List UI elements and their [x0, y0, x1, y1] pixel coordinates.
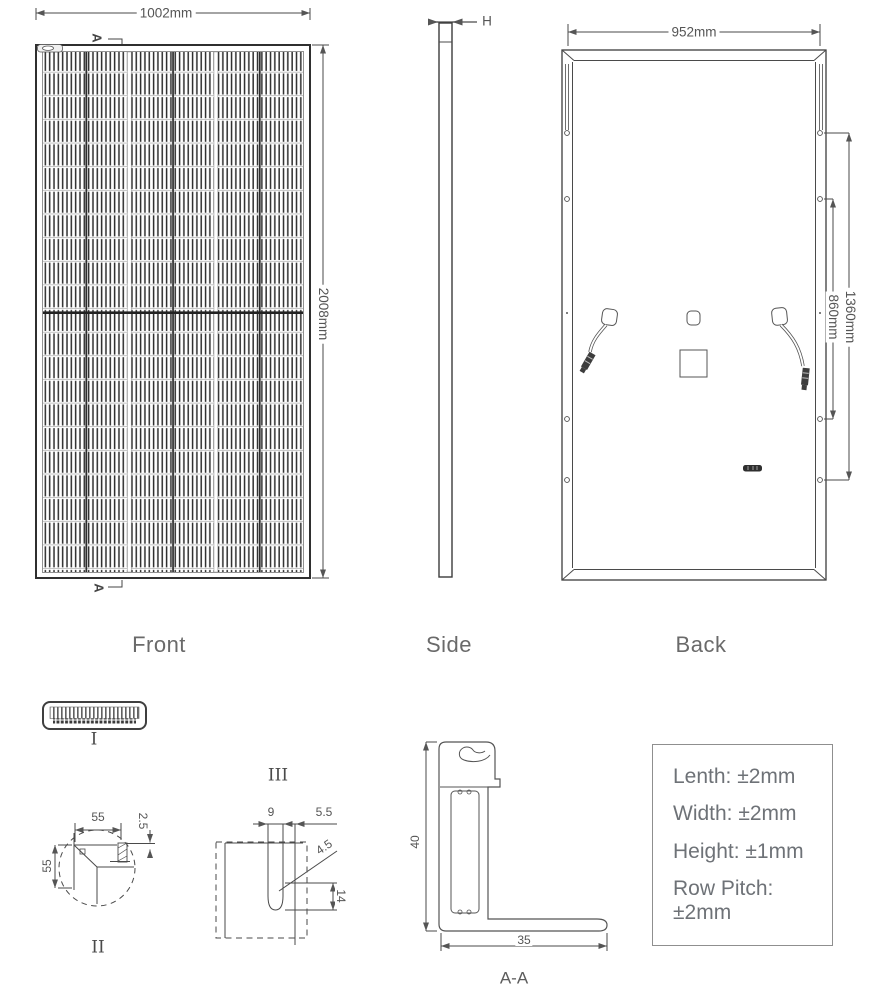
front-view-drawing [36, 8, 329, 587]
detail-corner-drawing [55, 823, 155, 906]
back-view-drawing [562, 24, 849, 580]
tolerance-height: Height: ±1mm [673, 839, 804, 863]
tolerance-row-pitch: Row Pitch: ±2mm [673, 877, 774, 925]
side-view-drawing [428, 22, 477, 577]
front-width-dimension: 1002mm [137, 6, 196, 20]
back-mount-outer-dimension: 1360mm [843, 288, 857, 347]
detail-3-dim-radius: 4.5 [313, 836, 335, 858]
detail-3-dim-slot-width: 9 [267, 805, 275, 819]
section-aa-dim-height: 40 [408, 835, 422, 849]
section-aa-label: A-A [499, 968, 529, 988]
back-view-label: Back [675, 632, 727, 657]
front-view-label: Front [132, 632, 186, 657]
barcode-label [743, 465, 762, 472]
section-marker-a-top: A [89, 33, 105, 43]
detail-2-label: II [91, 937, 105, 958]
section-aa-drawing [426, 742, 607, 951]
back-width-dimension: 952mm [668, 25, 719, 39]
tolerance-table [652, 744, 833, 946]
section-aa-dim-width: 35 [517, 933, 531, 947]
detail-3-dim-length: 14 [334, 889, 348, 903]
front-height-dimension: 2008mm [316, 285, 330, 344]
tolerance-width: Width: ±2mm [673, 802, 797, 826]
detail-drain-hole-drawing [43, 702, 146, 729]
side-view-label: Side [425, 632, 473, 657]
detail-2-dim-gap: 2.5 [136, 812, 150, 830]
detail-2-dim-left: 55 [40, 859, 54, 873]
back-mount-inner-dimension: 860mm [826, 291, 840, 342]
detail-3-label: III [267, 765, 289, 786]
section-marker-a-bottom: A [91, 583, 107, 593]
detail-2-dim-top: 55 [91, 810, 105, 824]
detail-3-dim-offset: 5.5 [315, 805, 333, 819]
tolerance-length: Lenth: ±2mm [673, 764, 796, 788]
side-thickness-dimension: H [482, 13, 492, 29]
detail-1-label: I [90, 729, 98, 750]
